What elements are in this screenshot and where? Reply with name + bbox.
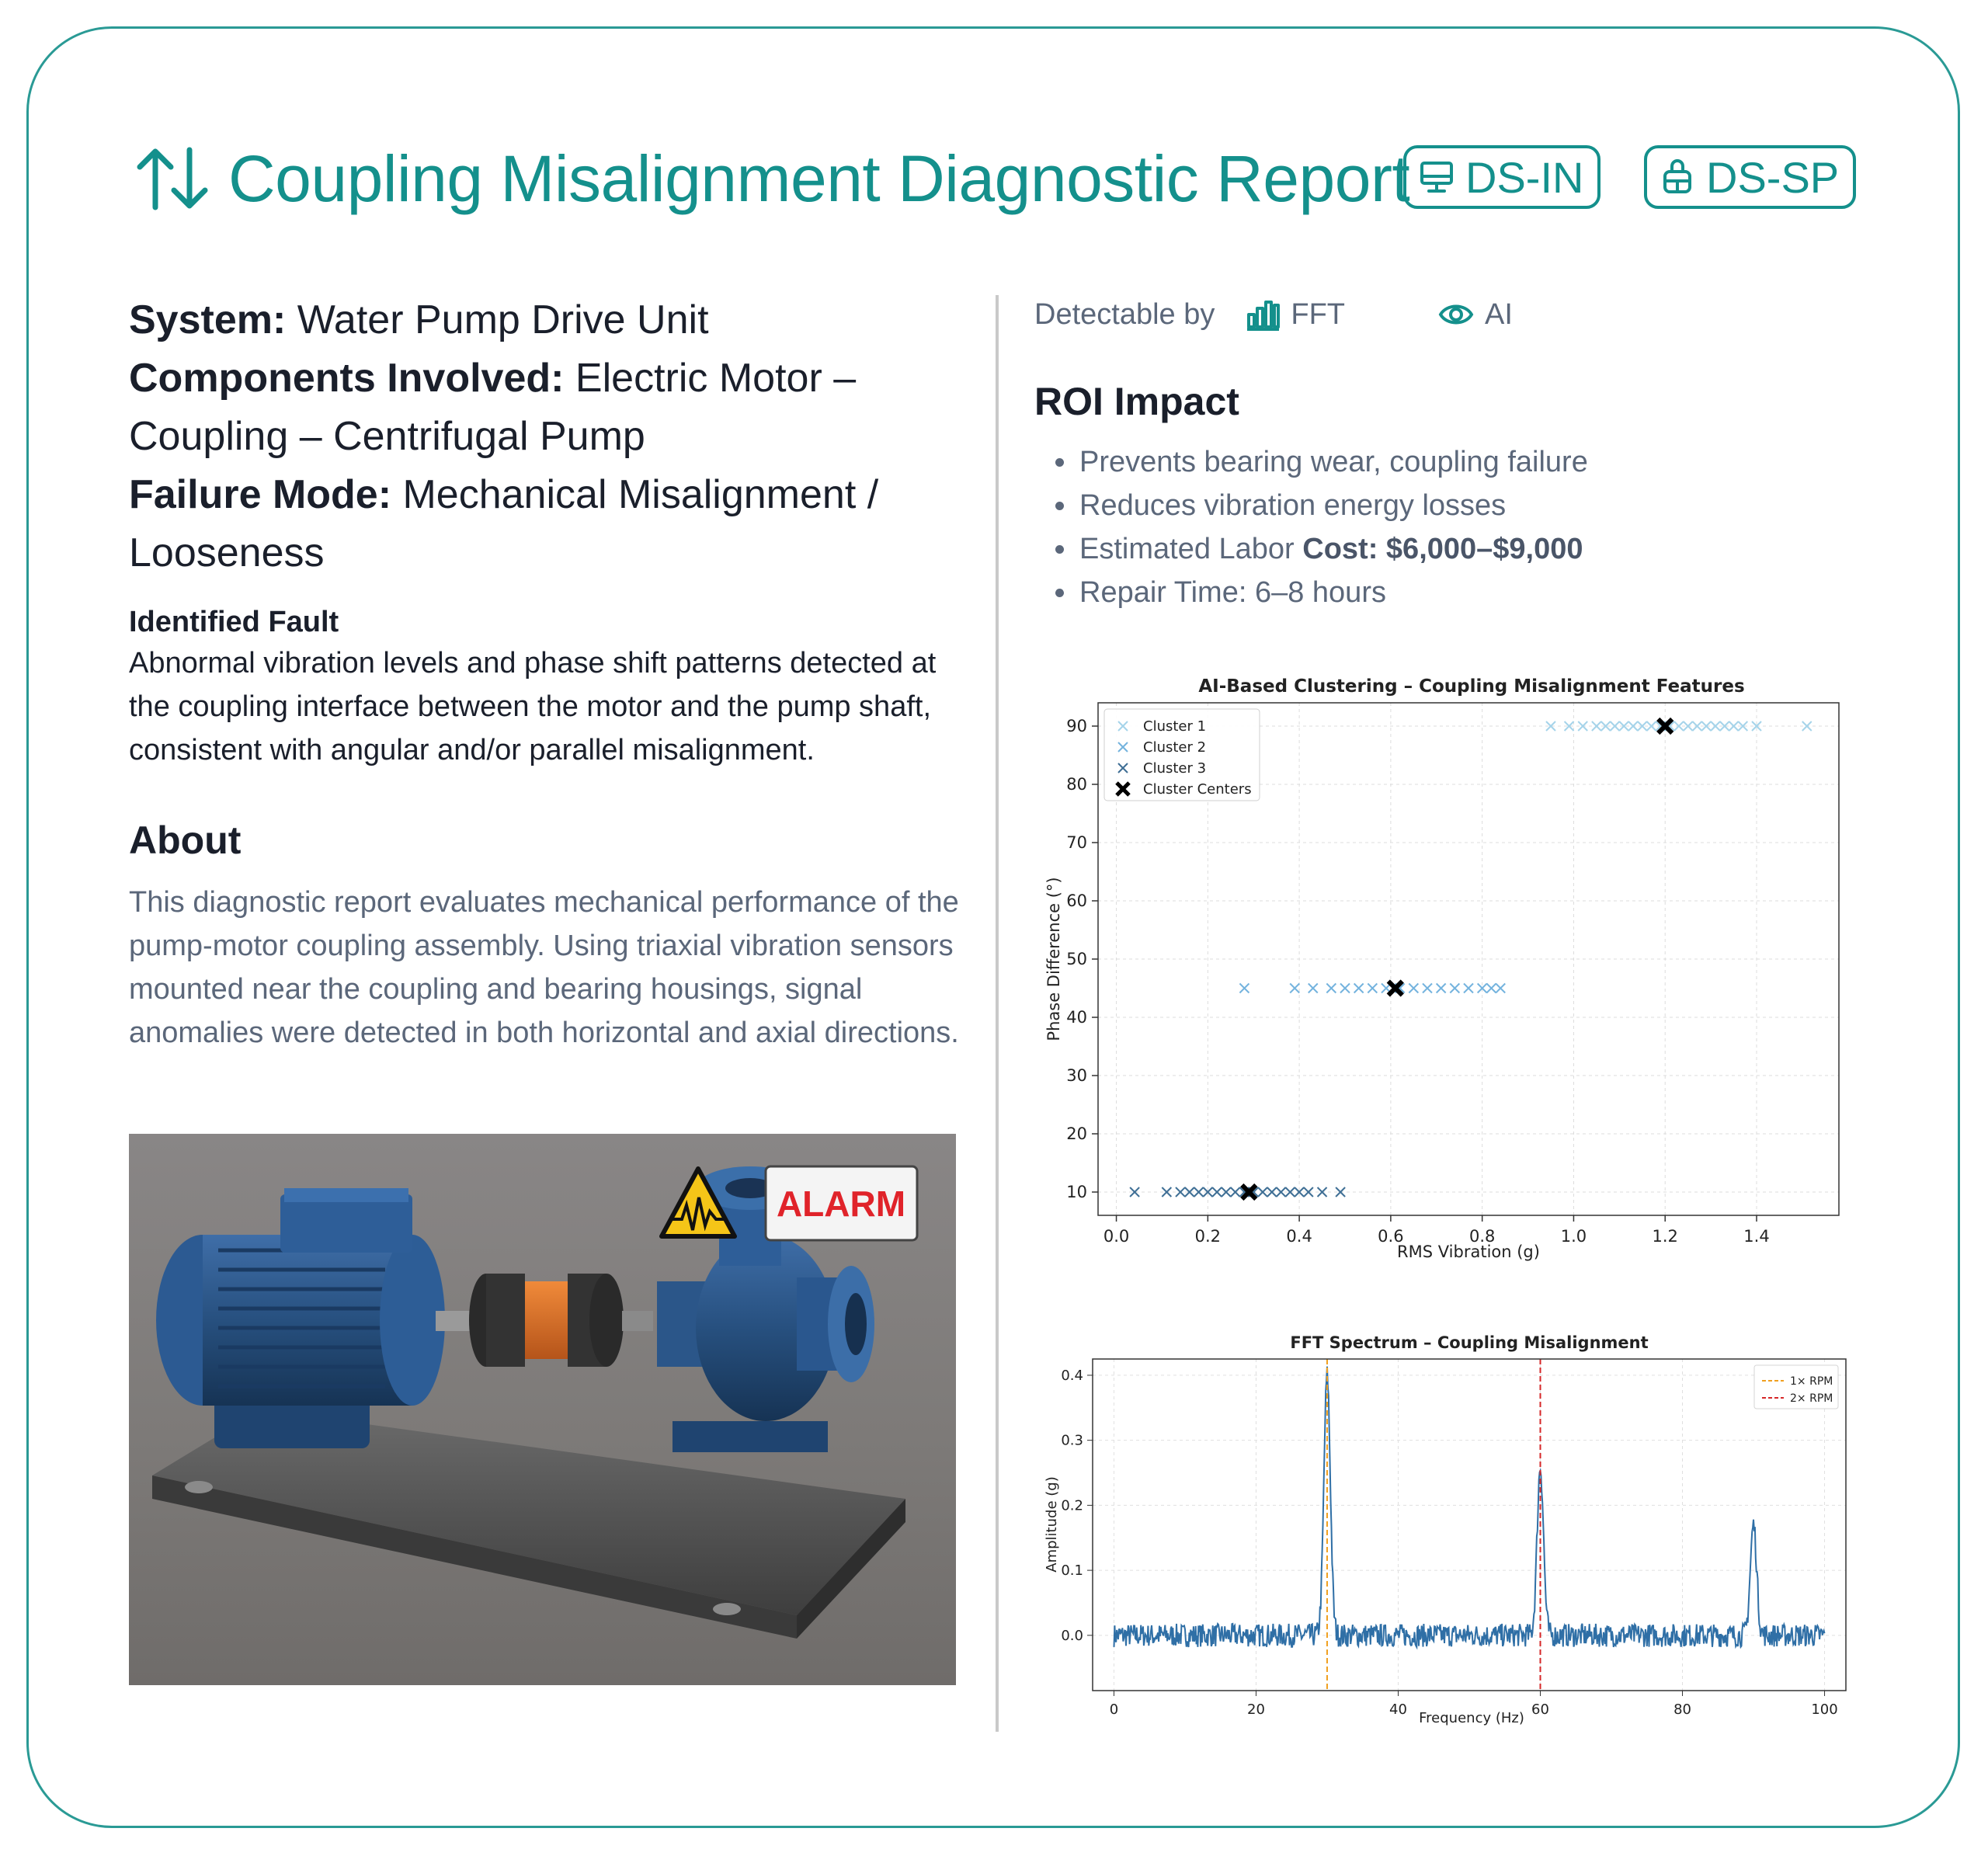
scatter-point <box>1340 984 1350 993</box>
scatter-point <box>1162 1187 1171 1197</box>
detectable-by-row <box>1034 291 1912 338</box>
scatter-point <box>1277 1187 1286 1197</box>
badge-ds-in[interactable] <box>1403 145 1600 209</box>
x-tick-label: 20 <box>1247 1701 1265 1718</box>
badge-ds-sp[interactable] <box>1644 145 1856 209</box>
spec-system: System: Water Pump Drive Unit <box>129 297 709 342</box>
scatter-point <box>1450 984 1459 993</box>
y-tick-label: 90 <box>1066 717 1087 735</box>
clustering-scatter-chart <box>1033 664 1926 1285</box>
x-tick-label: 0.0 <box>1103 1227 1130 1246</box>
bar-chart-icon <box>1246 297 1280 332</box>
scatter-point <box>1423 984 1432 993</box>
x-tick-label: 60 <box>1531 1701 1549 1718</box>
scatter-point <box>1628 721 1638 731</box>
x-tick-label: 0 <box>1109 1701 1119 1718</box>
scatter-point <box>1231 1187 1240 1197</box>
x-tick-label: 0.8 <box>1468 1227 1496 1246</box>
spectrum-line <box>1114 1367 1825 1647</box>
detectable-label: Detectable by <box>1034 297 1215 331</box>
detect-label-fft: FFT <box>1291 297 1346 331</box>
y-tick-label: 10 <box>1066 1183 1087 1201</box>
x-axis-label: RMS Vibration (g) <box>1397 1243 1540 1261</box>
detect-method-fft <box>1246 297 1345 332</box>
scatter-point <box>1610 721 1619 731</box>
legend-label: 1× RPM <box>1790 1375 1833 1388</box>
scatter-point <box>1176 1187 1185 1197</box>
scatter-point <box>1496 984 1505 993</box>
y-tick-label: 0.3 <box>1061 1432 1083 1449</box>
badge-label: DS-IN <box>1465 152 1584 202</box>
detect-method-ai <box>1438 298 1513 332</box>
y-tick-label: 0.4 <box>1061 1367 1083 1384</box>
scatter-point <box>1354 984 1364 993</box>
chart-title: FFT Spectrum – Coupling Misalignment <box>1290 1333 1649 1352</box>
scatter-point <box>1309 984 1318 993</box>
y-axis-label: Phase Difference (°) <box>1044 877 1063 1041</box>
list-item: • Prevents bearing wear, coupling failure <box>1078 440 1912 484</box>
y-tick-label: 70 <box>1066 833 1087 852</box>
y-tick-label: 20 <box>1066 1124 1087 1143</box>
y-axis-label: Amplitude (g) <box>1044 1476 1060 1573</box>
list-item: • Reduces vibration energy losses <box>1078 484 1912 527</box>
about-heading: About <box>129 819 242 862</box>
list-item: • Repair Time: 6–8 hours <box>1078 571 1912 614</box>
legend-label: Cluster 2 <box>1143 739 1207 756</box>
right-column <box>1034 291 1912 614</box>
y-tick-label: 80 <box>1066 775 1087 794</box>
scatter-point <box>1409 984 1418 993</box>
badge-label: DS-SP <box>1706 152 1840 202</box>
roi-heading: ROI Impact <box>1034 380 1239 423</box>
scatter-point <box>1194 1187 1204 1197</box>
legend-label: Cluster Centers <box>1143 781 1252 798</box>
fault-text: Abnormal vibration levels and phase shift patterns detected at the coupling interface between the motor and the pump shaft, consistent with angular and/or parallel misalignment. <box>129 647 937 766</box>
x-tick-label: 0.6 <box>1378 1227 1404 1246</box>
y-tick-label: 30 <box>1066 1066 1087 1085</box>
fft-spectrum-chart <box>1033 1320 1926 1740</box>
scatter-point <box>1578 721 1587 731</box>
scatter-point <box>1486 984 1496 993</box>
about-text: This diagnostic report evaluates mechanical performance of the pump-motor coupling assembly. Using triaxial vibration sensors mounted near the coupling and bearing housings, signal anomalies were detected in both horizontal and axial directions. <box>129 886 959 1049</box>
scatter-point <box>1647 721 1656 731</box>
detect-label-ai: AI <box>1485 297 1513 331</box>
legend-label: Cluster 1 <box>1143 718 1207 735</box>
x-tick-label: 0.4 <box>1286 1227 1312 1246</box>
arrows-up-down-icon <box>134 144 211 214</box>
scatter-point <box>1464 984 1473 993</box>
monitor-icon <box>1419 159 1455 195</box>
scatter-point <box>1326 984 1336 993</box>
scatter-point <box>1729 721 1739 731</box>
x-axis-label: Frequency (Hz) <box>1419 1710 1524 1726</box>
roi-list <box>1034 440 1912 614</box>
x-tick-label: 0.2 <box>1194 1227 1222 1246</box>
page-title: Coupling Misalignment Diagnostic Report <box>228 141 1410 215</box>
spec-failure-mode: Failure Mode: Mechanical Misalignment / Looseness <box>129 472 879 575</box>
pump-motor-illustration <box>129 1134 956 1685</box>
robot-icon <box>1660 159 1695 195</box>
legend-label: 2× RPM <box>1790 1392 1833 1405</box>
scatter-point <box>1592 721 1601 731</box>
y-tick-label: 40 <box>1066 1008 1087 1027</box>
x-tick-label: 1.2 <box>1652 1227 1678 1246</box>
scatter-point <box>1239 984 1249 993</box>
scatter-point <box>1368 984 1377 993</box>
scatter-point <box>1711 721 1720 731</box>
left-column <box>129 291 975 1055</box>
column-divider <box>996 295 999 1732</box>
y-tick-label: 0.1 <box>1061 1562 1083 1580</box>
scatter-point <box>1290 984 1299 993</box>
y-tick-label: 0.2 <box>1061 1497 1083 1514</box>
scatter-point <box>1802 721 1812 731</box>
eye-icon <box>1438 299 1474 330</box>
pump-motor-photo <box>129 1134 956 1685</box>
scatter-point <box>1212 1187 1222 1197</box>
x-tick-label: 40 <box>1389 1701 1407 1718</box>
x-tick-label: 1.4 <box>1743 1227 1770 1246</box>
report-header <box>134 140 1409 217</box>
scatter-point <box>1318 1187 1327 1197</box>
x-tick-label: 80 <box>1673 1701 1691 1718</box>
chart-title: AI-Based Clustering – Coupling Misalignment Features <box>1198 676 1745 697</box>
x-tick-label: 1.0 <box>1560 1227 1587 1246</box>
scatter-point <box>1437 984 1446 993</box>
spec-components: Components Involved: Electric Motor – Coupling – Centrifugal Pump <box>129 356 857 459</box>
legend-label: Cluster 3 <box>1143 760 1207 777</box>
fault-heading: Identified Fault <box>129 606 339 638</box>
y-tick-label: 50 <box>1066 950 1087 968</box>
alarm-label: ALARM <box>776 1183 906 1224</box>
scatter-point <box>1692 721 1701 731</box>
list-item: • Estimated Labor Cost: $6,000–$9,000 <box>1078 527 1912 571</box>
y-tick-label: 60 <box>1066 892 1087 910</box>
y-tick-label: 0.0 <box>1061 1627 1083 1644</box>
x-tick-label: 100 <box>1811 1701 1838 1718</box>
